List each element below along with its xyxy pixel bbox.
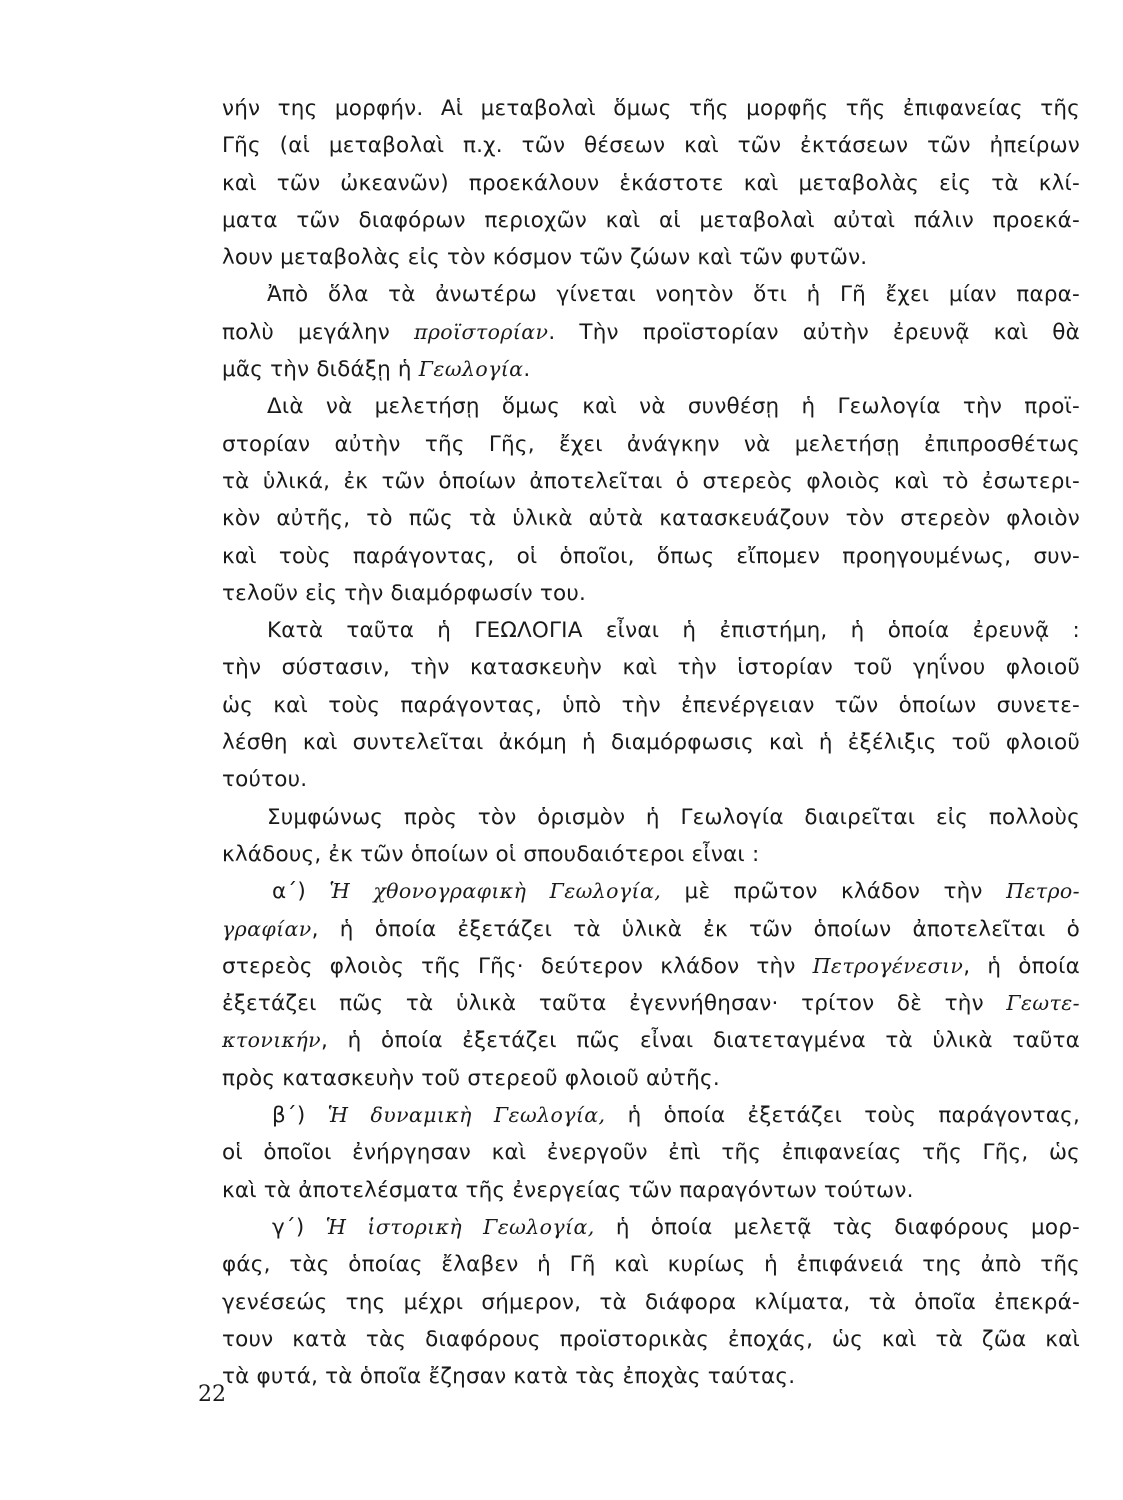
italic-term: Ἡ ἱστορικὴ Γεωλογία,: [325, 1214, 595, 1239]
text-segment: κλάδους, ἐκ τῶν ὁποίων οἱ σπουδαιότεροι εἶναι :: [222, 841, 760, 867]
text-segment: πρὸς κατασκευὴν τοῦ στερεοῦ φλοιοῦ αὐτῆς.: [222, 1065, 720, 1091]
text-segment: , ἡ ὁποία ἐξετάζει πῶς εἶναι διατεταγμένα τὰ ὑλικὰ ταῦτα: [321, 1028, 1080, 1054]
italic-term: Πετρο-: [1006, 879, 1081, 904]
text-line: [222, 836, 1080, 873]
italic-term: προϊστορίαν: [413, 319, 549, 344]
text-line: [222, 538, 1080, 575]
text-line: [222, 239, 1080, 276]
text-segment: κὸν αὐτῆς, τὸ πῶς τὰ ὑλικὰ αὐτὰ κατασκευάζουν τὸν στερεὸν φλοιὸν: [222, 506, 1080, 532]
text-line: [222, 1060, 1080, 1097]
text-line: [222, 612, 1080, 649]
text-segment: στορίαν αὐτὴν τῆς Γῆς, ἔχει ἀνάγκην νὰ μελετήσῃ ἐπιπροσθέτως: [222, 431, 1080, 457]
text-segment: τουν κατὰ τὰς διαφόρους προϊστορικὰς ἐποχάς, ὡς καὶ τὰ ζῶα καὶ: [222, 1326, 1080, 1352]
italic-term: γραφίαν: [222, 916, 312, 941]
text-line: [222, 948, 1080, 985]
text-line: [222, 90, 1080, 127]
text-line: [222, 1097, 1080, 1134]
text-segment: καὶ τοὺς παράγοντας, οἱ ὁποῖοι, ὅπως εἴπομεν προηγουμένως, συν-: [222, 543, 1080, 569]
text-segment: οἱ ὁποῖοι ἐνήργησαν καὶ ἐνεργοῦν ἐπὶ τῆς ἐπιφανείας τῆς Γῆς, ὡς: [222, 1140, 1080, 1166]
text-segment: νήν της μορφήν. Αἱ μεταβολαὶ ὅμως τῆς μορφῆς τῆς ἐπιφανείας τῆς: [222, 96, 1080, 121]
text-segment: Ἀπὸ ὅλα τὰ ἀνωτέρω γίνεται νοητὸν ὅτι ἡ Γῆ ἔχει μίαν παρα-: [267, 282, 1080, 308]
page-number: 22: [198, 1382, 226, 1407]
text-segment: τελοῦν εἰς τὴν διαμόρφωσίν του.: [222, 580, 587, 606]
text-line: [222, 388, 1080, 425]
text-line: [222, 351, 1080, 388]
text-line: [222, 1284, 1080, 1321]
text-segment: μᾶς τὴν διδάξῃ ἡ: [222, 357, 419, 383]
text-segment: Συμφώνως πρὸς τὸν ὁρισμὸν ἡ Γεωλογία διαιρεῖται εἰς πολλοὺς: [267, 804, 1080, 830]
text-segment: , ἡ ὁποία ἐξετάζει τὰ ὑλικὰ ἐκ τῶν ὁποίων ἀποτελεῖται ὁ: [311, 916, 1080, 942]
text-line: [222, 463, 1080, 500]
italic-term: Γεωλογία: [418, 357, 524, 382]
text-line: [222, 649, 1080, 686]
text-segment: ματα τῶν διαφόρων περιοχῶν καὶ αἱ μεταβολαὶ αὐταὶ πάλιν προεκά-: [222, 207, 1080, 233]
text-segment: .: [523, 357, 531, 383]
text-line: [222, 985, 1080, 1022]
text-segment: γ΄): [272, 1214, 326, 1240]
text-line: [222, 1134, 1080, 1171]
text-segment: καὶ τῶν ὠκεανῶν) προεκάλουν ἑκάστοτε καὶ μεταβολὰς εἰς τὰ κλί-: [222, 170, 1080, 196]
text-segment: πολὺ μεγάλην: [222, 319, 414, 345]
text-line: [222, 911, 1080, 948]
page-body-text: [222, 90, 1080, 1395]
text-segment: , ἡ ὁποία: [963, 953, 1080, 979]
text-segment: Κατὰ ταῦτα ἡ ΓΕΩΛΟΓΙΑ εἶναι ἡ ἐπιστήμη, ἡ ὁποία ἐρευνᾷ :: [267, 618, 1080, 644]
text-segment: στερεὸς φλοιὸς τῆς Γῆς· δεύτερον κλάδον τὴν: [222, 953, 813, 979]
text-line: [222, 799, 1080, 836]
text-line: [222, 127, 1080, 164]
italic-term: Ἡ χθονογραφικὴ Γεωλογία,: [329, 879, 662, 904]
text-segment: λουν μεταβολὰς εἰς τὸν κόσμον τῶν ζώων καὶ τῶν φυτῶν.: [222, 245, 868, 271]
text-line: [222, 426, 1080, 463]
text-segment: λέσθη καὶ συντελεῖται ἀκόμη ἡ διαμόρφωσις καὶ ἡ ἐξέλιξις τοῦ φλοιοῦ: [222, 730, 1080, 756]
text-line: [222, 687, 1080, 724]
text-line: [222, 1246, 1080, 1283]
text-segment: φάς, τὰς ὁποίας ἔλαβεν ἡ Γῆ καὶ κυρίως ἡ ἐπιφάνειά της ἀπὸ τῆς: [222, 1252, 1080, 1278]
text-line: [222, 761, 1080, 798]
text-segment: α΄): [272, 879, 330, 905]
text-segment: τὰ φυτά, τὰ ὁποῖα ἔζησαν κατὰ τὰς ἐποχὰς ταύτας.: [222, 1364, 796, 1390]
text-line: [222, 1209, 1080, 1246]
text-line: [222, 873, 1080, 910]
text-segment: ἐξετάζει πῶς τὰ ὑλικὰ ταῦτα ἐγεννήθησαν· τρίτον δὲ τὴν: [222, 991, 1007, 1017]
text-line: [222, 1321, 1080, 1358]
text-segment: καὶ τὰ ἀποτελέσματα τῆς ἐνεργείας τῶν παραγόντων τούτων.: [222, 1177, 914, 1203]
italic-term: Γεωτε-: [1006, 991, 1080, 1016]
text-line: [222, 724, 1080, 761]
italic-term: Ἡ δυναμικὴ Γεωλογία,: [327, 1103, 606, 1128]
text-segment: Διὰ νὰ μελετήσῃ ὅμως καὶ νὰ συνθέσῃ ἡ Γεωλογία τὴν προϊ-: [267, 394, 1080, 420]
text-segment: τὴν σύστασιν, τὴν κατασκευὴν καὶ τὴν ἱστορίαν τοῦ γηΐνου φλοιοῦ: [222, 655, 1080, 681]
text-line: [222, 575, 1080, 612]
text-line: [222, 500, 1080, 537]
text-segment: Γῆς (αἱ μεταβολαὶ π.χ. τῶν θέσεων καὶ τῶν ἐκτάσεων τῶν ἠπείρων: [222, 133, 1080, 159]
text-segment: μὲ πρῶτον κλάδον τὴν: [661, 879, 1007, 905]
text-segment: . Τὴν προϊστορίαν αὐτὴν ἐρευνᾷ καὶ θὰ: [548, 319, 1080, 345]
text-line: [222, 165, 1080, 202]
text-line: [222, 276, 1080, 313]
text-line: [222, 202, 1080, 239]
text-segment: τὰ ὑλικά, ἐκ τῶν ὁποίων ἀποτελεῖται ὁ στερεὸς φλοιὸς καὶ τὸ ἐσωτερι-: [222, 468, 1080, 494]
text-line: [222, 1022, 1080, 1059]
text-line: [222, 314, 1080, 351]
text-segment: τούτου.: [222, 767, 308, 793]
italic-term: Πετρογένεσιν: [812, 953, 964, 978]
text-segment: ἡ ὁποία μελετᾷ τὰς διαφόρους μορ-: [594, 1214, 1081, 1240]
text-segment: ἡ ὁποία ἐξετάζει τοὺς παράγοντας,: [605, 1103, 1080, 1129]
text-line: [222, 1358, 1080, 1395]
text-segment: ὡς καὶ τοὺς παράγοντας, ὑπὸ τὴν ἐπενέργειαν τῶν ὁποίων συνετε-: [222, 692, 1080, 718]
text-segment: β΄): [272, 1103, 328, 1129]
text-segment: γενέσεώς της μέχρι σήμερον, τὰ διάφορα κλίματα, τὰ ὁποῖα ἐπεκρά-: [222, 1289, 1080, 1315]
text-line: [222, 1172, 1080, 1209]
italic-term: κτονικήν: [222, 1028, 322, 1053]
